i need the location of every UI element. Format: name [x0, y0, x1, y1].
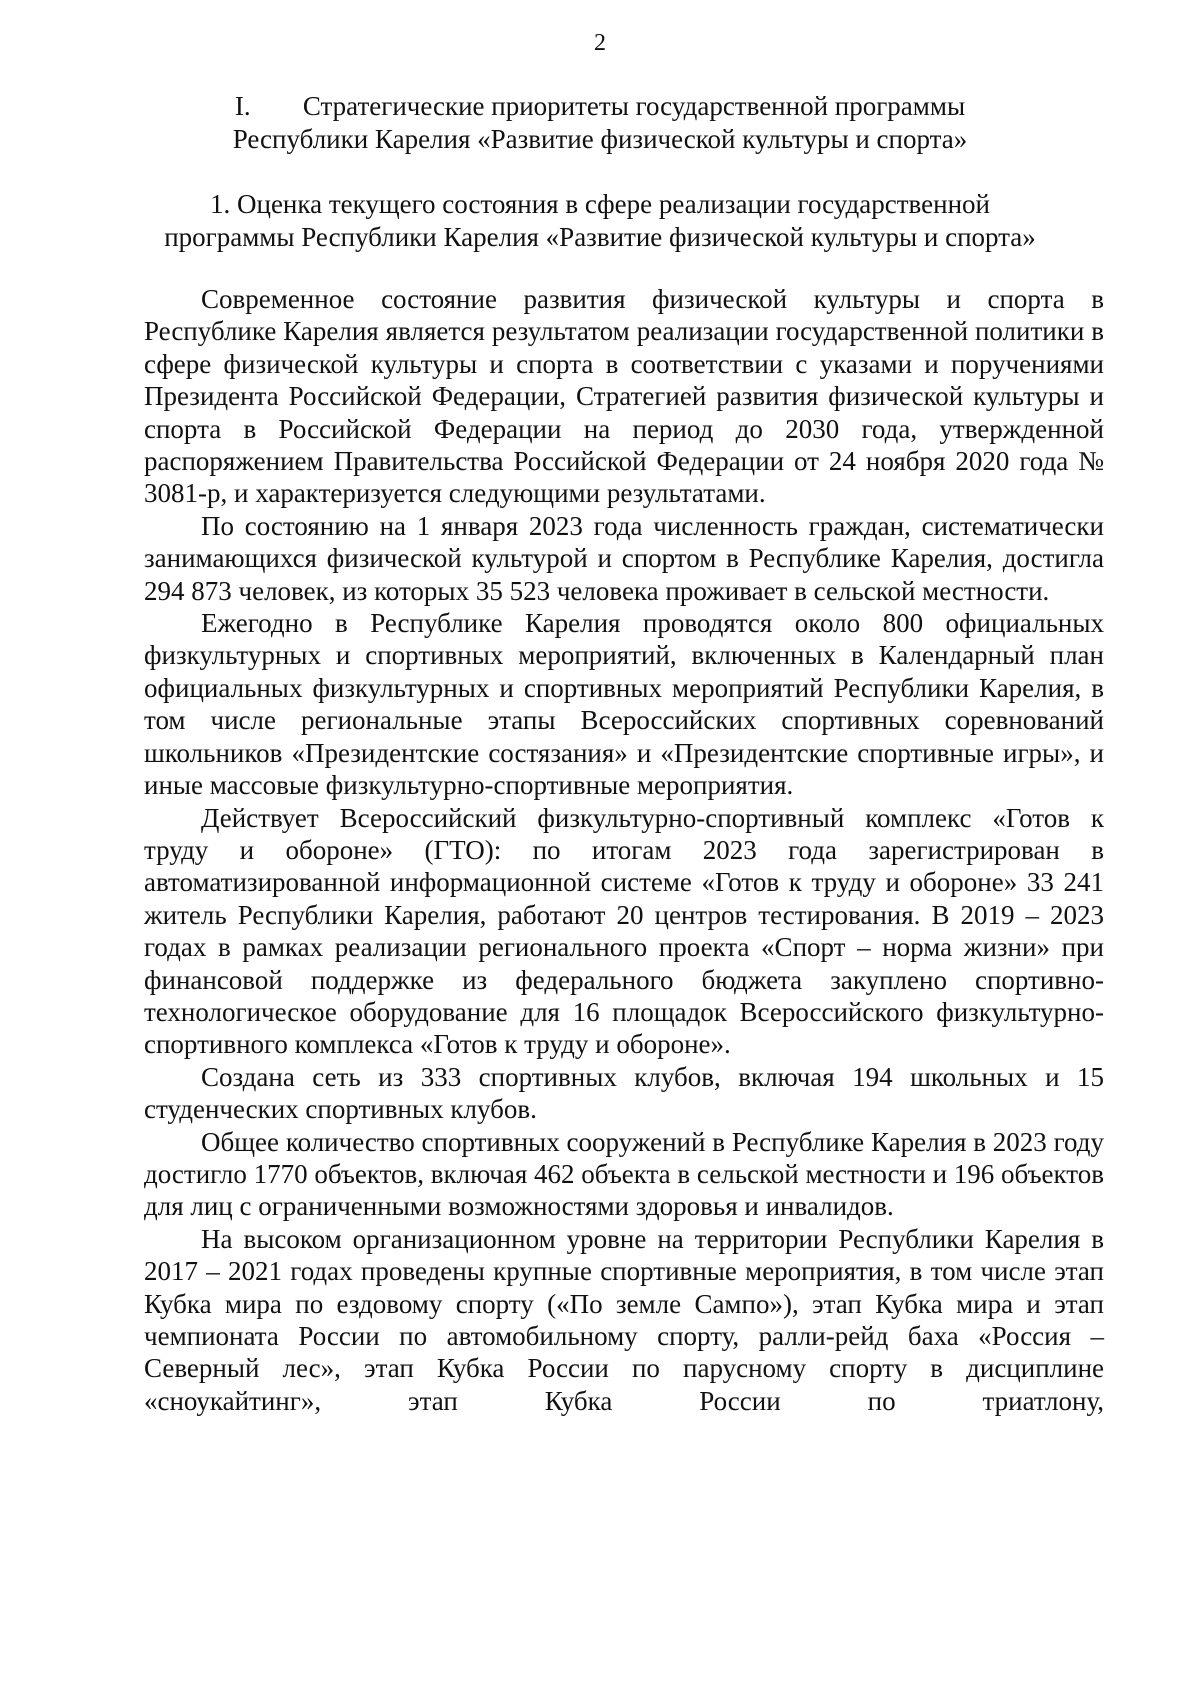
subsection-title-line-1: 1. Оценка текущего состояния в сфере реализации государственной — [210, 189, 990, 219]
subsection-title-line-2: программы Республики Карелия «Развитие физической культуры и спорта» — [164, 222, 1036, 252]
section-title-line-2: Республики Карелия «Развитие физической культуры и спорта» — [232, 124, 968, 154]
subsection-heading — [0, 188, 1200, 254]
paragraph-gto-complex: Действует Всероссийский физкультурно-спортивный комплекс «Готов к труду и обороне» (ГТО): по итогам 2023 года зарегистрирован в автоматизированной информационной системе «Готов к труду и обороне» 33 241 житель Республики Карелия, работают 20 центров тестирования. В 2019 – 2023 годах в рамках реализации регионального проекта «Спорт – норма жизни» при финансовой поддержке из федерального бюджета закуплено спортивно-технологическое оборудование для 16 площадок Всероссийского физкультурно-спортивного комплекса «Готов к труду и обороне». — [144, 802, 1104, 1060]
body-text — [144, 283, 1104, 1417]
paragraph-annual-events: Ежегодно в Республике Карелия проводятся около 800 официальных физкультурных и спортивных мероприятий, включенных в Календарный план официальных физкультурных и спортивных мероприятий Республики Карелия, в том числе региональные этапы Всероссийских спортивных соревнований школьников «Президентские состязания» и «Президентские спортивные игры», и иные массовые физкультурно-спортивные мероприятия. — [144, 608, 1104, 801]
section-roman-numeral: I. — [234, 91, 251, 121]
paragraph-current-state: Современное состояние развития физической культуры и спорта в Республике Карелия является результатом реализации государственной политики в сфере физической культуры и спорта в соответствии с указами и поручениями Президента Российской Федерации, Стратегией развития физической культуры и спорта в Российской Федерации на период до 2030 года, утвержденной распоряжением Правительства Российской Федерации от 24 ноября 2020 года № 3081-р, и характеризуется следующими результатами. — [144, 284, 1104, 509]
paragraph-sports-clubs: Создана сеть из 333 спортивных клубов, включая 194 школьных и 15 студенческих спортивных клубов. — [144, 1061, 1104, 1125]
section-heading-line-1 — [0, 90, 1200, 123]
section-title-line-1: Стратегические приоритеты государственной программы — [302, 91, 966, 121]
page-number: 2 — [594, 30, 606, 56]
paragraph-sports-facilities: Общее количество спортивных сооружений в Республике Карелия в 2023 году достигло 1770 объектов, включая 462 объекта в сельской местности и 196 объектов для лиц с ограниченными возможностями здоровья и инвалидов. — [144, 1126, 1104, 1222]
paragraph-major-events: На высоком организационном уровне на территории Республики Карелия в 2017 – 2021 годах проведены крупные спортивные мероприятия, в том числе этап Кубка мира по ездовому спорту («По земле Сампо»), этап Кубка мира и этап чемпионата России по автомобильному спорту, ралли-рейд баха «Россия – Северный лес», этап Кубка России по парусному спорту в дисциплине «сноукайтинг», этап Кубка России по триатлону, — [144, 1223, 1104, 1416]
paragraph-citizens-count: По состоянию на 1 января 2023 года численность граждан, систематически занимающихся физической культурой и спортом в Республике Карелия, достигла 294 873 человек, из которых 35 523 человека проживает в сельской местности. — [144, 510, 1104, 606]
section-heading — [0, 90, 1200, 156]
